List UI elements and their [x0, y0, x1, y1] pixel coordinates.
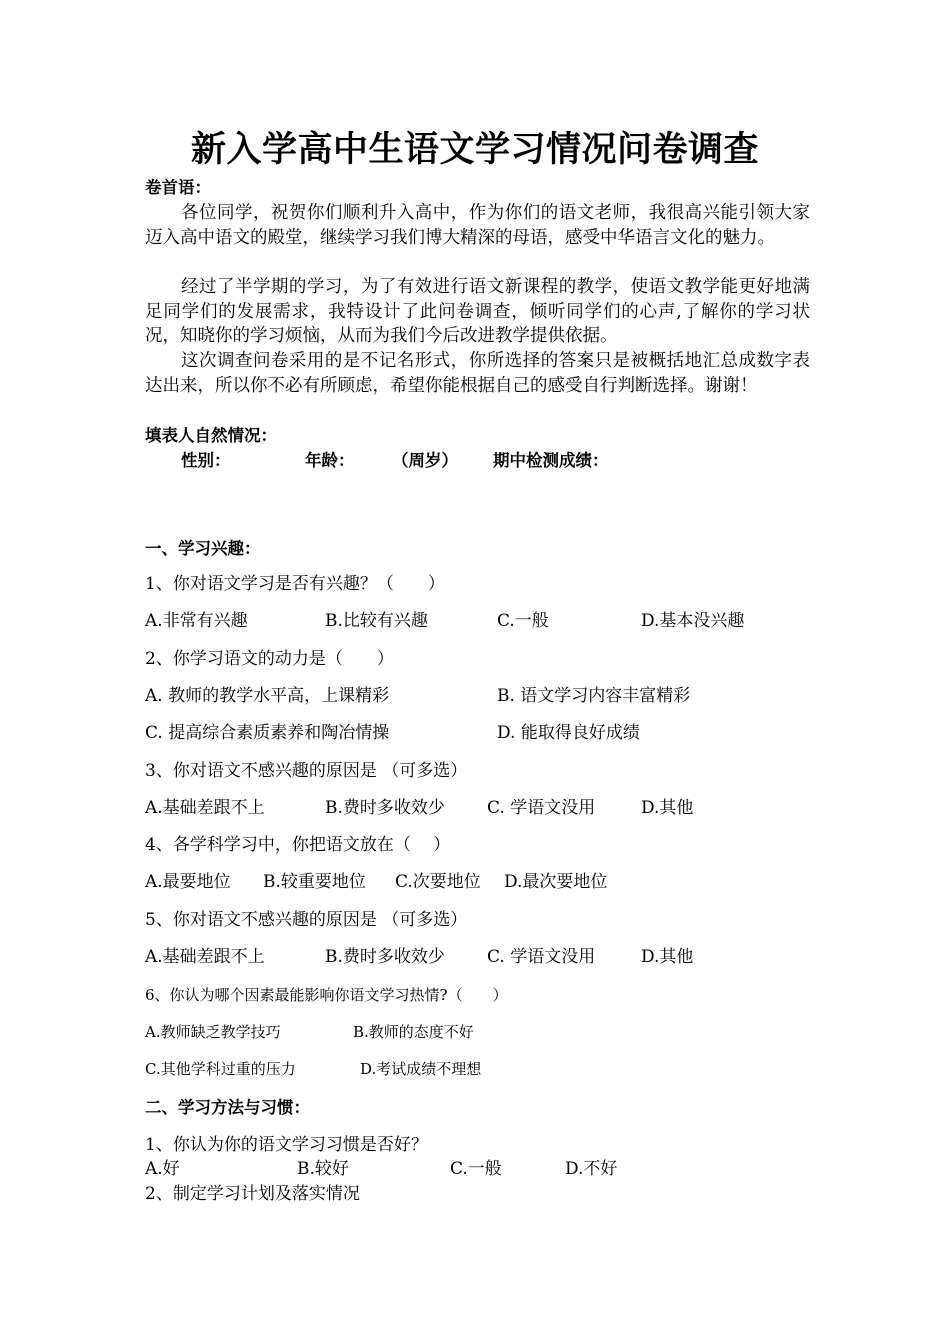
option-2-1-c: C.一般 [450, 1159, 502, 1179]
question-1-3: 3、你对语文不感兴趣的原因是 （可多选） [145, 761, 468, 781]
option-1-1-b: B.比较有兴趣 [325, 611, 428, 631]
option-1-4-b: B.较重要地位 [263, 872, 366, 892]
option-1-5-d: D.其他 [641, 947, 694, 967]
option-1-3-b: B.费时多收效少 [325, 798, 445, 818]
option-1-5-b: B.费时多收效少 [325, 947, 445, 967]
option-1-5-c: C. 学语文没用 [487, 947, 596, 967]
option-1-4-c: C.次要地位 [395, 872, 481, 892]
option-1-4-a: A.最要地位 [145, 872, 231, 892]
question-1-2: 2、你学习语文的动力是（ ） [145, 649, 394, 669]
option-2-1-d: D.不好 [565, 1159, 618, 1179]
option-1-5-a: A.基础差跟不上 [145, 947, 265, 967]
option-1-6-a: A.教师缺乏教学技巧 [145, 1023, 281, 1041]
question-1-1: 1、你对语文学习是否有兴趣？（ ） [145, 574, 445, 594]
question-2-2: 2、制定学习计划及落实情况 [145, 1184, 360, 1204]
option-1-6-c: C.其他学科过重的压力 [145, 1060, 296, 1078]
preface-heading: 卷首语： [145, 178, 211, 197]
option-1-1-a: A.非常有兴趣 [145, 611, 248, 631]
respondent-heading: 填表人自然情况： [145, 426, 277, 445]
preface-paragraph-1: 各位同学，祝贺你们顺利升入高中，作为你们的语文老师，我很高兴能引领大家迈入高中语文的殿堂，继续学习我们博大精深的母语，感受中华语言文化的魅力。 [145, 203, 810, 248]
preface-paragraph-3: 这次调查问卷采用的是不记名形式，你所选择的答案只是被概括地汇总成数字表达出来，所以你不必有所顾虑，希望你能根据自己的感受自行判断选择。谢谢！ [145, 351, 810, 396]
option-2-1-b: B.较好 [297, 1159, 349, 1179]
age-label: 年龄： [305, 451, 355, 470]
midterm-score-label: 期中检测成绩： [493, 451, 609, 470]
option-1-1-d: D.基本没兴趣 [641, 611, 745, 631]
option-1-2-a: A. 教师的教学水平高，上课精彩 [145, 686, 390, 706]
option-2-1-a: A.好 [145, 1159, 180, 1179]
option-1-3-c: C. 学语文没用 [487, 798, 596, 818]
page-title: 新入学高中生语文学习情况问卷调查 [190, 130, 759, 170]
option-1-3-a: A.基础差跟不上 [145, 798, 265, 818]
option-1-2-b: B. 语文学习内容丰富精彩 [497, 686, 691, 706]
age-unit-label: （周岁） [392, 451, 458, 470]
option-1-4-d: D.最次要地位 [504, 872, 608, 892]
option-1-2-c: C. 提高综合素质素养和陶冶情操 [145, 723, 390, 743]
section-1-heading: 一、学习兴趣： [145, 539, 261, 558]
option-1-1-c: C.一般 [497, 611, 549, 631]
question-1-5: 5、你对语文不感兴趣的原因是 （可多选） [145, 910, 468, 930]
option-1-3-d: D.其他 [641, 798, 694, 818]
preface-paragraph-2: 经过了半学期的学习，为了有效进行语文新课程的教学，使语文教学能更好地满足同学们的发展需求，我特设计了此问卷调查，倾听同学们的心声,了解你的学习状况，知晓你的学习烦恼，从而为我们今后改进教学提供依据。 [145, 277, 810, 346]
option-1-6-d: D.考试成绩不理想 [360, 1060, 482, 1078]
gender-label: 性别： [181, 451, 231, 470]
option-1-2-d: D. 能取得良好成绩 [497, 723, 640, 743]
question-2-1: 1、你认为你的语文学习习惯是否好？ [145, 1135, 428, 1155]
option-1-6-b: B.教师的态度不好 [353, 1023, 474, 1041]
question-1-4: 4、各学科学习中，你把语文放在（ ） [145, 835, 451, 855]
section-2-heading: 二、学习方法与习惯： [145, 1098, 310, 1117]
question-1-6: 6、你认为哪个因素最能影响你语文学习热情?（ ） [145, 986, 508, 1004]
